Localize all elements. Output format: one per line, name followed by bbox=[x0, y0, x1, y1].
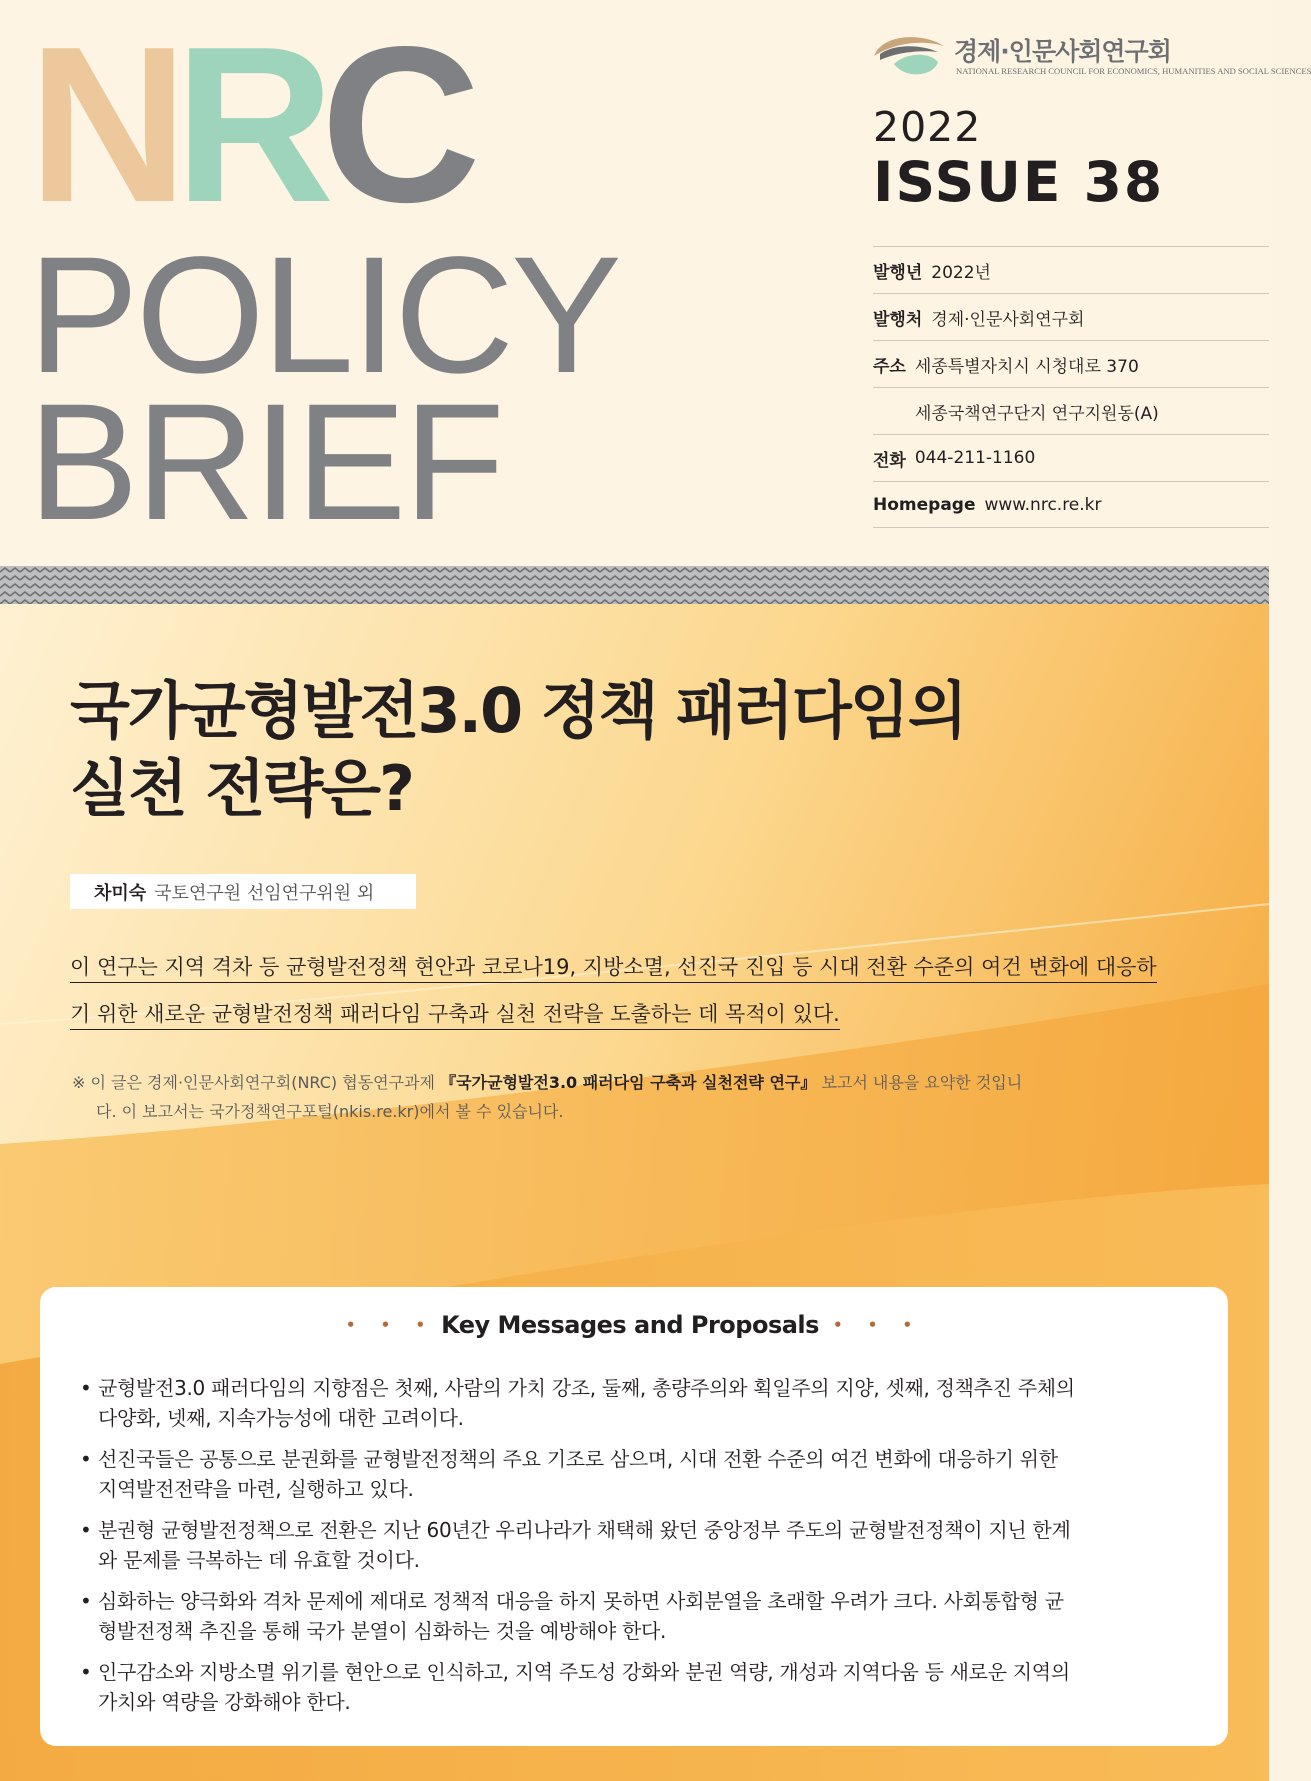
list-item-line: • 심화하는 양극화와 격차 문제에 제대로 정책적 대응을 하지 못하면 사회분열을 초래할 우려가 크다. 사회통합형 균 bbox=[98, 1589, 1064, 1613]
publication-info bbox=[873, 246, 1269, 528]
brief-title bbox=[70, 672, 966, 828]
list-item-line: • 분권형 균형발전정책으로 전환은 지난 60년간 우리나라가 채택해 왔던 중앙정부 주도의 균형발전정책이 지닌 한계 bbox=[98, 1518, 1071, 1542]
lead-line: 기 위한 새로운 균형발전정책 패러다임 구축과 실천 전략을 도출하는 데 목적이 있다. bbox=[70, 1002, 840, 1030]
nrc-logo bbox=[872, 30, 1311, 82]
list-item-line: • 선진국들은 공통으로 분권화를 균형발전정책의 주요 기조로 삼으며, 시대 전환 수준의 여건 변화에 대응하기 위한 bbox=[98, 1447, 1058, 1471]
note-project-title: 『국가균형발전3.0 패러다임 구축과 실천전략 연구』 bbox=[440, 1073, 817, 1092]
list-item-line: 가치와 역량을 강화해야 한다. bbox=[98, 1690, 351, 1714]
list-item bbox=[80, 1586, 1192, 1646]
info-key: 주소 bbox=[873, 356, 906, 377]
list-item-line: 형발전정책 추진을 통해 국가 분열이 심화하는 것을 예방해야 한다. bbox=[98, 1619, 667, 1643]
brief-wordmark: BRIEF bbox=[28, 370, 502, 555]
note-text: ※ 이 글은 경제·인문사회연구회(NRC) 협동연구과제 bbox=[72, 1073, 441, 1092]
note-text: 보고서 내용을 요약한 것입니 bbox=[816, 1073, 1023, 1092]
info-value: 2022년 bbox=[931, 262, 991, 283]
list-item-line: • 균형발전3.0 패러다임의 지향점은 첫째, 사람의 가치 강조, 둘째, 총량주의와 획일주의 지양, 셋째, 정책추진 주체의 bbox=[98, 1376, 1075, 1400]
dots-icon: • • • bbox=[832, 1316, 923, 1334]
issue-year: 2022 bbox=[873, 103, 982, 151]
info-row-homepage bbox=[873, 481, 1269, 528]
logo-english-name: NATIONAL RESEARCH COUNCIL FOR ECONOMICS, HUMANITIES AND SOCIAL SCIENCES bbox=[956, 66, 1311, 76]
source-note bbox=[72, 1068, 1202, 1126]
lead-paragraph bbox=[70, 944, 1200, 1038]
list-item bbox=[80, 1657, 1192, 1717]
key-messages-list bbox=[80, 1373, 1192, 1728]
title-line: 국가균형발전3.0 정책 패러다임의 bbox=[70, 674, 966, 747]
info-key: 발행년 bbox=[873, 262, 923, 283]
list-item bbox=[80, 1373, 1192, 1433]
list-item-line: 와 문제를 극복하는 데 유효할 것이다. bbox=[98, 1548, 420, 1572]
info-key: Homepage bbox=[873, 494, 976, 515]
info-value: 044-211-1160 bbox=[914, 448, 1036, 468]
policy-wordmark: POLICY bbox=[28, 223, 619, 408]
nrc-wordmark bbox=[28, 1, 467, 249]
nrc-letter-c: C bbox=[320, 1, 467, 249]
nrc-letter-r: R bbox=[174, 1, 321, 249]
list-item-line: • 인구감소와 지방소멸 위기를 현안으로 인식하고, 지역 주도성 강화와 분권 역량, 개성과 지역다움 등 새로운 지역의 bbox=[98, 1660, 1070, 1684]
title-line: 실천 전략은? bbox=[70, 752, 414, 825]
info-value: www.nrc.re.kr bbox=[984, 494, 1102, 515]
author-tag bbox=[70, 874, 416, 909]
info-row-year bbox=[873, 246, 1269, 293]
key-messages-heading bbox=[40, 1311, 1228, 1339]
list-item bbox=[80, 1515, 1192, 1575]
key-messages-title: Key Messages and Proposals bbox=[441, 1311, 819, 1339]
info-value: 경제·인문사회연구회 bbox=[931, 309, 1085, 330]
issue-number: ISSUE 38 bbox=[873, 150, 1165, 214]
nrc-letter-n: N bbox=[28, 1, 175, 249]
author-name: 차미숙 bbox=[94, 882, 147, 904]
note-text: 다. 이 보고서는 국가정책연구포털(nkis.re.kr)에서 볼 수 있습니다. bbox=[96, 1102, 564, 1121]
info-key: 전화 bbox=[873, 450, 906, 471]
list-item-line: 다양화, 넷째, 지속가능성에 대한 고려이다. bbox=[98, 1406, 464, 1430]
info-row-publisher bbox=[873, 293, 1269, 340]
author-affiliation: 국토연구원 선임연구위원 외 bbox=[154, 882, 375, 904]
logo-korean-name: 경제·인문사회연구회 bbox=[954, 37, 1171, 66]
dots-icon: • • • bbox=[345, 1316, 436, 1334]
info-value: 세종국책연구단지 연구지원동(A) bbox=[915, 403, 1159, 424]
info-row-address-2 bbox=[873, 387, 1269, 434]
info-value: 세종특별자치시 시청대로 370 bbox=[914, 356, 1139, 377]
lead-line: 이 연구는 지역 격차 등 균형발전정책 현안과 코로나19, 지방소멸, 선진국 진입 등 시대 전환 수준의 여건 변화에 대응하 bbox=[70, 955, 1157, 983]
list-item-line: 지역발전전략을 마련, 실행하고 있다. bbox=[98, 1477, 414, 1501]
info-row-address bbox=[873, 340, 1269, 387]
nrc-emblem-icon bbox=[872, 30, 946, 80]
list-item bbox=[80, 1444, 1192, 1504]
info-key: 발행처 bbox=[873, 309, 923, 330]
info-row-phone bbox=[873, 434, 1269, 481]
key-messages-box bbox=[40, 1287, 1228, 1746]
zigzag-divider bbox=[0, 566, 1269, 604]
